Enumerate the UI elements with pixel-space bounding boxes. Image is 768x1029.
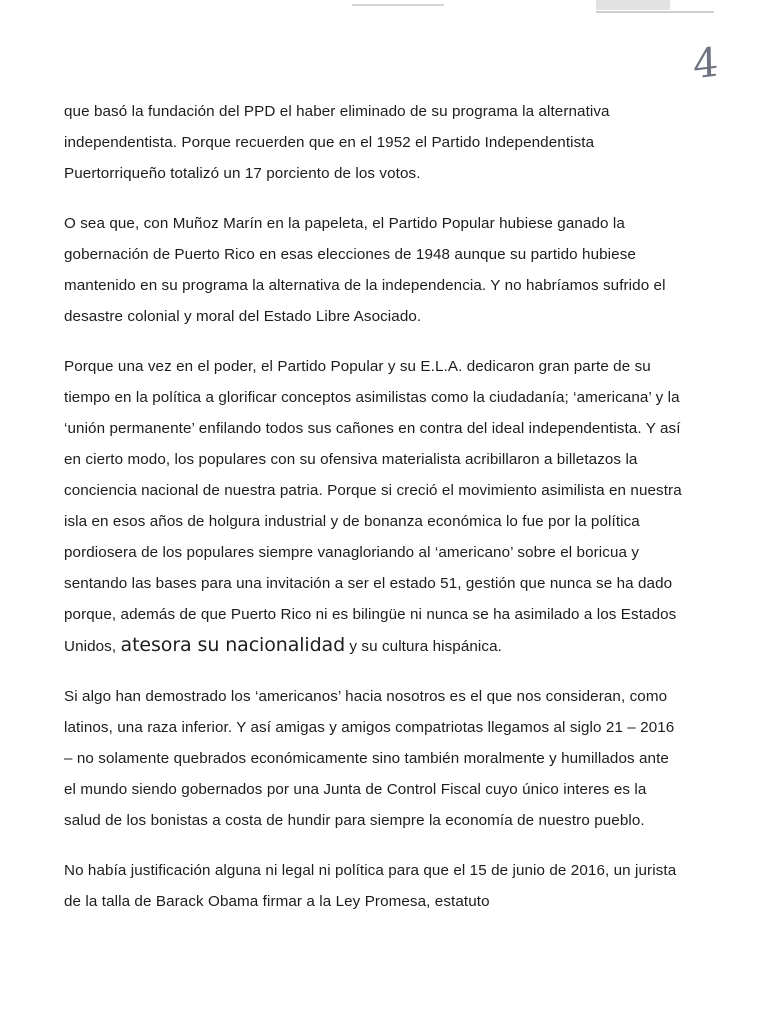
scan-smudge-left <box>352 4 444 6</box>
paragraph-3-lead: Porque una vez en el poder, el Partido Popular y su E.L.A. dedicaron gran parte de su tiempo en la política a glorificar conceptos asimilistas como la ciudadanía; ‘americana’ y la ‘unión permanente’ enfilando todos sus cañones en contra del ideal independentista. Y así en cierto modo, los populares con su ofensiva materialista acribillaron a billetazos la conciencia nacional de nuestra patria. Porque si creció el movimiento asimilista en nuestra isla en esos años de holgura industrial y de bonanza económica lo fue por la política pordiosera de los populares siempre vanagloriando al ‘americano’ sobre el boricua y sentando las bases para una invitación a ser el estado 51, gestión que nunca se ha dado porque, además de que Puerto Rico ni es bilingüe ni nunca se ha asimilado a los Estados Unidos, <box>64 358 682 655</box>
paragraph-3 <box>64 351 684 662</box>
paragraph-3-tail: y su cultura hispánica. <box>349 638 502 655</box>
scan-artifact-band <box>0 0 768 22</box>
scan-smudge-right-block <box>596 0 670 10</box>
paragraph-2: O sea que, con Muñoz Marín en la papeleta, el Partido Popular hubiese ganado la gobernación de Puerto Rico en esas elecciones de 1948 aunque su partido hubiese mantenido en su programa la alternativa de la independencia. Y no habríamos sufrido el desastre colonial y moral del Estado Libre Asociado. <box>64 215 666 325</box>
paragraph-1: que basó la fundación del PPD el haber eliminado de su programa la alternativa independentista. Porque recuerden que en el 1952 el Partido Independentista Puertorriqueño totalizó un 17 porciento de los votos. <box>64 103 610 182</box>
document-body <box>64 96 684 917</box>
paragraph-4: Si algo han demostrado los ‘americanos’ hacia nosotros es el que nos consideran, como latinos, una raza inferior. Y así amigas y amigos compatriotas llegamos al siglo 21 – 2016 – no solamente quebrados económicamente sino también moralmente y humillados ante el mundo siendo gobernados por una Junta de Control Fiscal cuyo único interes es la salud de los bonistas a costa de hundir para siempre la economía de nuestro pueblo. <box>64 688 675 829</box>
paragraph-5: No había justificación alguna ni legal ni política para que el 15 de junio de 2016, un jurista de la talla de Barack Obama firmar a la Ley Promesa, estatuto <box>64 862 677 910</box>
scan-smudge-right-line <box>596 11 714 13</box>
handwritten-page-number: 4 <box>692 39 717 89</box>
paragraph-3-emphasis: atesora su nacionalidad <box>120 634 346 656</box>
